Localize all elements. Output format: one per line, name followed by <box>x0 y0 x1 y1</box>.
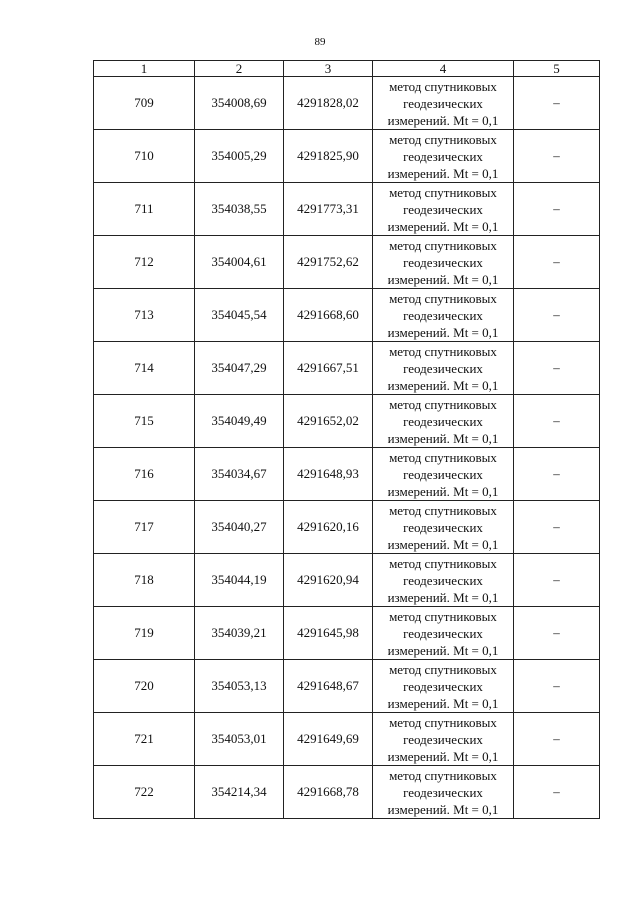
coord-x: 354038,55 <box>195 183 284 236</box>
method-cell <box>373 607 514 660</box>
table-row <box>94 342 600 395</box>
method-line: измерений. Mt = 0,1 <box>387 165 499 181</box>
coord-x: 354040,27 <box>195 501 284 554</box>
method-cell <box>373 501 514 554</box>
method-line: геодезических <box>403 519 483 535</box>
coord-y: 4291648,67 <box>284 660 373 713</box>
method-line: метод спутниковых <box>389 131 497 147</box>
coord-x: 354008,69 <box>195 77 284 130</box>
method-line: измерений. Mt = 0,1 <box>387 748 499 764</box>
method-line: геодезических <box>403 731 483 747</box>
coord-x: 354044,19 <box>195 554 284 607</box>
method-line: метод спутниковых <box>389 714 497 730</box>
method-line: метод спутниковых <box>389 449 497 465</box>
coord-y: 4291773,31 <box>284 183 373 236</box>
coord-x: 354005,29 <box>195 130 284 183</box>
dash-cell: – <box>514 130 600 183</box>
method-cell <box>373 766 514 819</box>
method-line: геодезических <box>403 572 483 588</box>
header-col-1: 1 <box>94 61 195 77</box>
method-line: геодезических <box>403 254 483 270</box>
table-row <box>94 77 600 130</box>
coord-x: 354053,13 <box>195 660 284 713</box>
method-line: геодезических <box>403 148 483 164</box>
table-row <box>94 130 600 183</box>
point-number: 718 <box>94 554 195 607</box>
dash-cell: – <box>514 713 600 766</box>
method-line: метод спутниковых <box>389 237 497 253</box>
method-cell <box>373 395 514 448</box>
method-line: измерений. Mt = 0,1 <box>387 536 499 552</box>
coord-x: 354045,54 <box>195 289 284 342</box>
dash-cell: – <box>514 607 600 660</box>
coord-x: 354034,67 <box>195 448 284 501</box>
method-cell <box>373 236 514 289</box>
table-row <box>94 289 600 342</box>
method-line: геодезических <box>403 201 483 217</box>
page-number: 89 <box>314 36 326 48</box>
header-col-5: 5 <box>514 61 600 77</box>
method-line: измерений. Mt = 0,1 <box>387 430 499 446</box>
dash-cell: – <box>514 501 600 554</box>
method-line: измерений. Mt = 0,1 <box>387 377 499 393</box>
table-row <box>94 554 600 607</box>
method-line: измерений. Mt = 0,1 <box>387 589 499 605</box>
point-number: 717 <box>94 501 195 554</box>
point-number: 713 <box>94 289 195 342</box>
point-number: 709 <box>94 77 195 130</box>
coord-x: 354049,49 <box>195 395 284 448</box>
header-col-4: 4 <box>373 61 514 77</box>
coord-y: 4291828,02 <box>284 77 373 130</box>
method-cell <box>373 448 514 501</box>
method-line: геодезических <box>403 307 483 323</box>
point-number: 715 <box>94 395 195 448</box>
coordinates-table <box>93 60 600 819</box>
table-row <box>94 183 600 236</box>
dash-cell: – <box>514 289 600 342</box>
method-line: измерений. Mt = 0,1 <box>387 695 499 711</box>
dash-cell: – <box>514 342 600 395</box>
method-line: метод спутниковых <box>389 396 497 412</box>
coord-y: 4291620,16 <box>284 501 373 554</box>
point-number: 720 <box>94 660 195 713</box>
coord-y: 4291649,69 <box>284 713 373 766</box>
point-number: 721 <box>94 713 195 766</box>
method-line: метод спутниковых <box>389 290 497 306</box>
coord-x: 354214,34 <box>195 766 284 819</box>
point-number: 712 <box>94 236 195 289</box>
method-line: измерений. Mt = 0,1 <box>387 801 499 817</box>
table-row <box>94 501 600 554</box>
method-line: геодезических <box>403 678 483 694</box>
table-row <box>94 766 600 819</box>
table-row <box>94 395 600 448</box>
method-line: метод спутниковых <box>389 502 497 518</box>
method-line: геодезических <box>403 360 483 376</box>
method-line: метод спутниковых <box>389 555 497 571</box>
method-line: геодезических <box>403 466 483 482</box>
table-row <box>94 607 600 660</box>
table-body <box>94 77 600 819</box>
point-number: 722 <box>94 766 195 819</box>
coord-x: 354004,61 <box>195 236 284 289</box>
table-row <box>94 236 600 289</box>
dash-cell: – <box>514 766 600 819</box>
dash-cell: – <box>514 77 600 130</box>
method-line: измерений. Mt = 0,1 <box>387 218 499 234</box>
method-cell <box>373 660 514 713</box>
coord-x: 354039,21 <box>195 607 284 660</box>
method-line: измерений. Mt = 0,1 <box>387 271 499 287</box>
dash-cell: – <box>514 395 600 448</box>
coord-y: 4291668,78 <box>284 766 373 819</box>
method-cell <box>373 554 514 607</box>
table-row <box>94 660 600 713</box>
point-number: 710 <box>94 130 195 183</box>
point-number: 714 <box>94 342 195 395</box>
coord-y: 4291645,98 <box>284 607 373 660</box>
method-cell <box>373 77 514 130</box>
dash-cell: – <box>514 183 600 236</box>
dash-cell: – <box>514 554 600 607</box>
method-cell <box>373 183 514 236</box>
method-line: геодезических <box>403 95 483 111</box>
coord-y: 4291825,90 <box>284 130 373 183</box>
table-row <box>94 448 600 501</box>
method-line: измерений. Mt = 0,1 <box>387 642 499 658</box>
header-col-2: 2 <box>195 61 284 77</box>
header-col-3: 3 <box>284 61 373 77</box>
method-line: измерений. Mt = 0,1 <box>387 112 499 128</box>
method-line: геодезических <box>403 413 483 429</box>
method-line: метод спутниковых <box>389 661 497 677</box>
method-line: метод спутниковых <box>389 184 497 200</box>
coord-x: 354053,01 <box>195 713 284 766</box>
method-line: геодезических <box>403 625 483 641</box>
method-line: измерений. Mt = 0,1 <box>387 483 499 499</box>
header-row <box>94 61 600 77</box>
method-line: измерений. Mt = 0,1 <box>387 324 499 340</box>
method-line: метод спутниковых <box>389 608 497 624</box>
dash-cell: – <box>514 448 600 501</box>
method-line: метод спутниковых <box>389 767 497 783</box>
point-number: 711 <box>94 183 195 236</box>
table-row <box>94 713 600 766</box>
method-cell <box>373 342 514 395</box>
dash-cell: – <box>514 660 600 713</box>
point-number: 716 <box>94 448 195 501</box>
coord-y: 4291752,62 <box>284 236 373 289</box>
coord-y: 4291652,02 <box>284 395 373 448</box>
coord-y: 4291667,51 <box>284 342 373 395</box>
coord-y: 4291620,94 <box>284 554 373 607</box>
coord-y: 4291648,93 <box>284 448 373 501</box>
coord-x: 354047,29 <box>195 342 284 395</box>
method-line: метод спутниковых <box>389 78 497 94</box>
method-cell <box>373 289 514 342</box>
coord-y: 4291668,60 <box>284 289 373 342</box>
method-line: геодезических <box>403 784 483 800</box>
method-line: метод спутниковых <box>389 343 497 359</box>
dash-cell: – <box>514 236 600 289</box>
method-cell <box>373 713 514 766</box>
point-number: 719 <box>94 607 195 660</box>
method-cell <box>373 130 514 183</box>
